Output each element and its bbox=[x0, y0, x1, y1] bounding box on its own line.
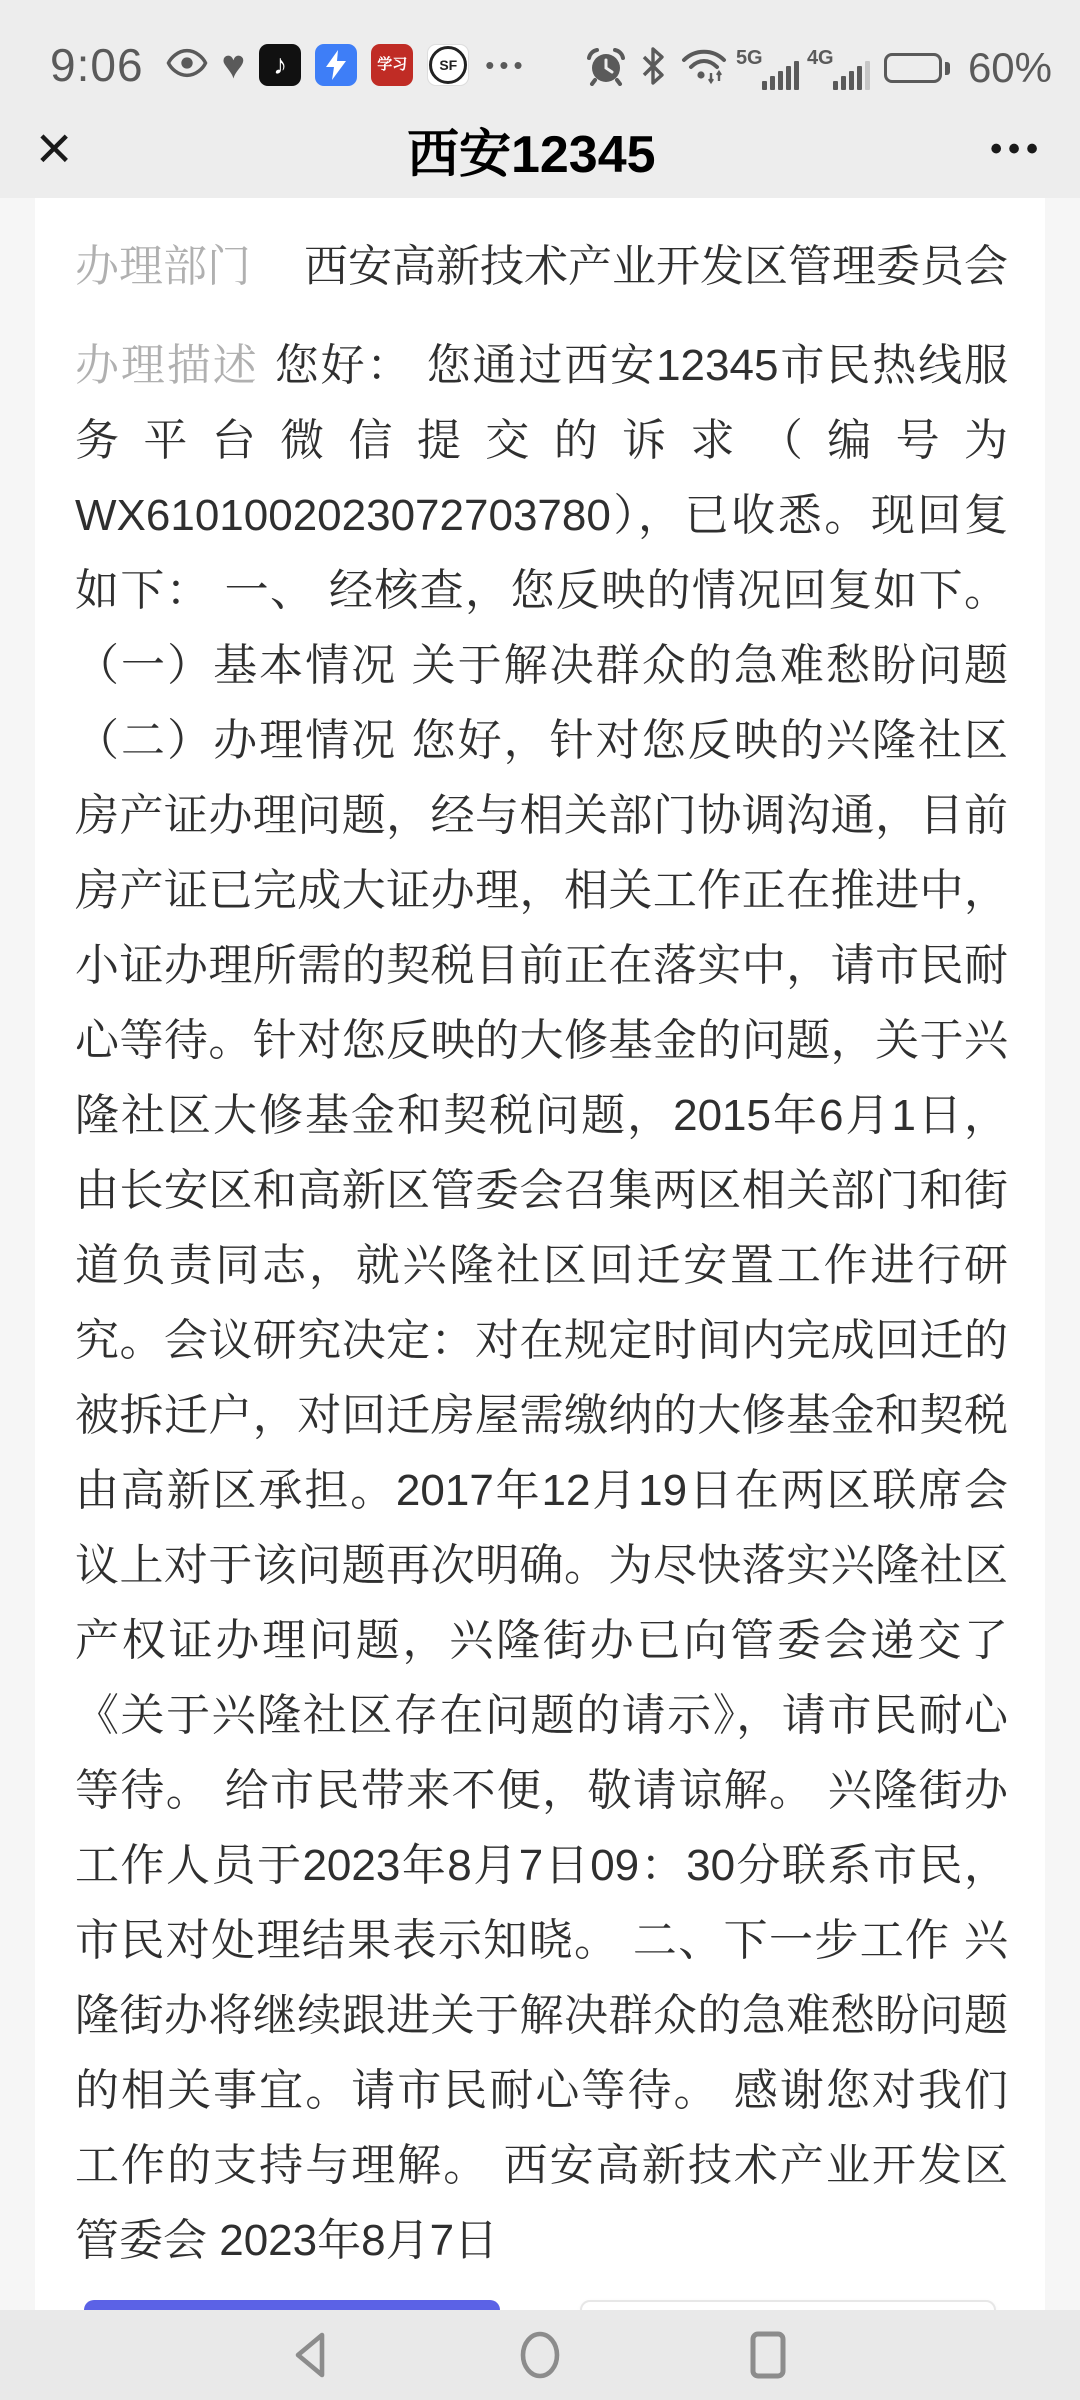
ticket-detail-card bbox=[35, 198, 1045, 2324]
more-notifications-icon: ••• bbox=[485, 49, 528, 80]
nav-home-icon[interactable] bbox=[516, 2329, 564, 2381]
department-label: 办理部门 bbox=[75, 242, 251, 291]
signal-5g-icon: 5G bbox=[742, 47, 799, 90]
battery-icon bbox=[884, 53, 950, 83]
page-title: 西安12345 bbox=[406, 125, 656, 184]
titlebar bbox=[0, 100, 1080, 198]
xuexi-app-icon: 学习 bbox=[371, 44, 413, 86]
wifi-icon bbox=[680, 46, 728, 91]
sf-express-app-icon: SF bbox=[427, 44, 469, 86]
department-value: 西安高新技术产业开发区管理委员会 bbox=[304, 242, 1008, 291]
description-label: 办理描述 bbox=[75, 341, 259, 390]
more-menu-icon[interactable]: ••• bbox=[990, 129, 1044, 168]
nav-recents-icon[interactable] bbox=[744, 2329, 792, 2381]
heart-notification-icon: ♥ bbox=[221, 43, 246, 87]
alarm-icon bbox=[586, 46, 626, 91]
description-paragraph bbox=[75, 328, 1008, 2278]
close-icon[interactable]: × bbox=[36, 114, 73, 183]
signal-4g-icon: 4G bbox=[813, 47, 870, 90]
department-row bbox=[75, 238, 1008, 296]
battery-percent: 60% bbox=[967, 44, 1052, 91]
nav-back-icon[interactable] bbox=[288, 2329, 336, 2381]
douyin-app-icon: ♪ bbox=[259, 44, 301, 86]
bluetooth-icon bbox=[640, 46, 666, 91]
eye-protection-icon bbox=[166, 48, 208, 83]
status-bar bbox=[0, 0, 1080, 100]
flashlight-app-icon bbox=[315, 44, 357, 86]
clock-time: 9:06 bbox=[50, 39, 144, 91]
description-text: 您好： 您通过西安12345市民热线服务平台微信提交的诉求（编号为WX6101002023072703780），已收悉。现回复如下： 一、 经核查，您反映的情况回复如下。 （一）基本情况 关于解决群众的急难愁盼问题 （二）办理情况 您好，针对您反映的兴隆社区房产证办理问题，经与相关部门协调沟通，目前房产证已完成大证办理，相关工作正在推进中，小证办理所需的契税目前正在落实中，请市民耐心等待。针对您反映的大修基金的问题，关于兴隆社区大修基金和契税问题，2015年6月1日，由长安区和高新区管委会召集两区相关部门和街道负责同志，就兴隆社区回迁安置工作进行研究。会议研究决定：对在规定时间内完成回迁的被拆迁户，对回迁房屋需缴纳的大修基金和契税由高新区承担。2017年12月19日在两区联席会议上对于该问题再次明确。为尽快落实兴隆社区产权证办理问题，兴隆街办已向管委会递交了《关于兴隆社区存在问题的请示》，请市民耐心等待。 给市民带来不便，敬请谅解。 兴隆街办工作人员于2023年8月7日09：30分联系市民，市民对处理结果表示知晓。 二、下一步工作 兴隆街办将继续跟进关于解决群众的急难愁盼问题的相关事宜。请市民耐心等待。 感谢您对我们工作的支持与理解。 西安高新技术产业开发区管委会 2023年8月7日 bbox=[75, 341, 1009, 2265]
android-nav-bar bbox=[0, 2310, 1080, 2400]
